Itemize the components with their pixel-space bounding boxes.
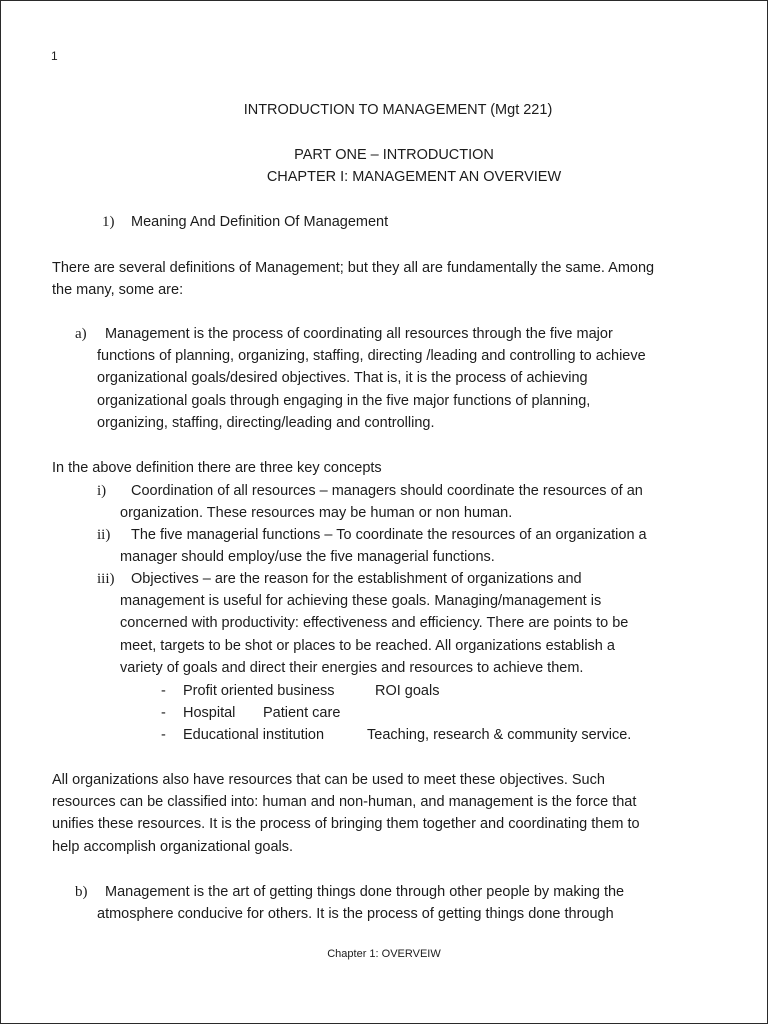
- text-line: unifies these resources. It is the process of bringing them together and coordinating them to: [52, 816, 640, 833]
- text-line: variety of goals and direct their energies and resources to achieve them.: [120, 659, 584, 676]
- list-item: [161, 680, 721, 702]
- text-line: atmosphere conducive for others. It is the process of getting things done through: [97, 906, 614, 922]
- list-marker-iii: iii): [97, 571, 115, 587]
- text-line: Management is the process of coordinating all resources through the five major: [105, 326, 613, 342]
- org-goal: Patient care: [263, 705, 341, 722]
- section-marker: 1): [102, 214, 115, 230]
- list-marker-i: i): [97, 483, 107, 499]
- org-goal: Teaching, research & community service.: [367, 727, 632, 744]
- text-line: There are several definitions of Management; but they all are fundamentally the same. Among: [52, 260, 655, 276]
- page-number: 1: [51, 49, 58, 63]
- chapter-heading: CHAPTER I: MANAGEMENT AN OVERVIEW: [266, 169, 562, 185]
- definition-a: [97, 345, 646, 434]
- org-type: Hospital: [183, 705, 236, 722]
- org-type: Educational institution: [183, 727, 325, 744]
- text-line: management is useful for achieving these goals. Managing/management is: [120, 593, 602, 610]
- text-line: organizing, staffing, directing/leading and controlling.: [97, 414, 435, 431]
- text-line: the many, some are:: [52, 282, 184, 299]
- text-line: resources can be classified into: human and non-human, and management is the force that: [52, 794, 637, 811]
- text-line: organizational goals/desired objectives. That is, it is the process of achieving: [97, 370, 588, 387]
- intro-paragraph: [52, 257, 654, 301]
- list-item: [161, 702, 721, 724]
- section-heading: Meaning And Definition Of Management: [131, 214, 389, 230]
- dash: -: [161, 683, 166, 699]
- list-item: [161, 724, 721, 746]
- text-line: help accomplish organizational goals.: [52, 838, 294, 855]
- dash: -: [161, 705, 166, 722]
- text-line: manager should employ/use the five managerial functions.: [120, 549, 495, 565]
- part-heading: PART ONE – INTRODUCTION: [294, 147, 494, 163]
- document-title: INTRODUCTION TO MANAGEMENT (Mgt 221): [243, 102, 553, 118]
- concept-iii: [120, 590, 628, 679]
- text-line: meet, targets to be shot or places to be reached. All organizations establish a: [120, 637, 615, 654]
- org-goal: ROI goals: [375, 683, 440, 699]
- text-line: Objectives – are the reason for the establishment of organizations and: [131, 571, 582, 587]
- list-marker-b: b): [75, 884, 88, 900]
- text-line: concerned with productivity: effectiveness and efficiency. There are points to be: [120, 615, 629, 632]
- page-footer: Chapter 1: OVERVEIW: [327, 948, 441, 960]
- text-line: Coordination of all resources – managers should coordinate the resources of an: [131, 483, 643, 499]
- text-line: The five managerial functions – To coordinate the resources of an organization a: [131, 527, 647, 543]
- dash: -: [161, 727, 166, 744]
- text-line: organization. These resources may be human or non human.: [120, 505, 513, 521]
- text-line: All organizations also have resources that can be used to meet these objectives. Such: [52, 772, 605, 788]
- resources-paragraph: [52, 769, 640, 858]
- org-goals-list: [161, 680, 721, 747]
- list-marker-ii: ii): [97, 527, 111, 543]
- org-type: Profit oriented business: [183, 683, 335, 699]
- concepts-intro: In the above definition there are three key concepts: [52, 460, 382, 476]
- text-line: organizational goals through engaging in the five major functions of planning,: [97, 392, 591, 409]
- text-line: functions of planning, organizing, staffing, directing /leading and controlling to achieve: [97, 348, 646, 365]
- list-marker-a: a): [75, 326, 87, 342]
- text-line: Management is the art of getting things done through other people by making the: [105, 884, 625, 900]
